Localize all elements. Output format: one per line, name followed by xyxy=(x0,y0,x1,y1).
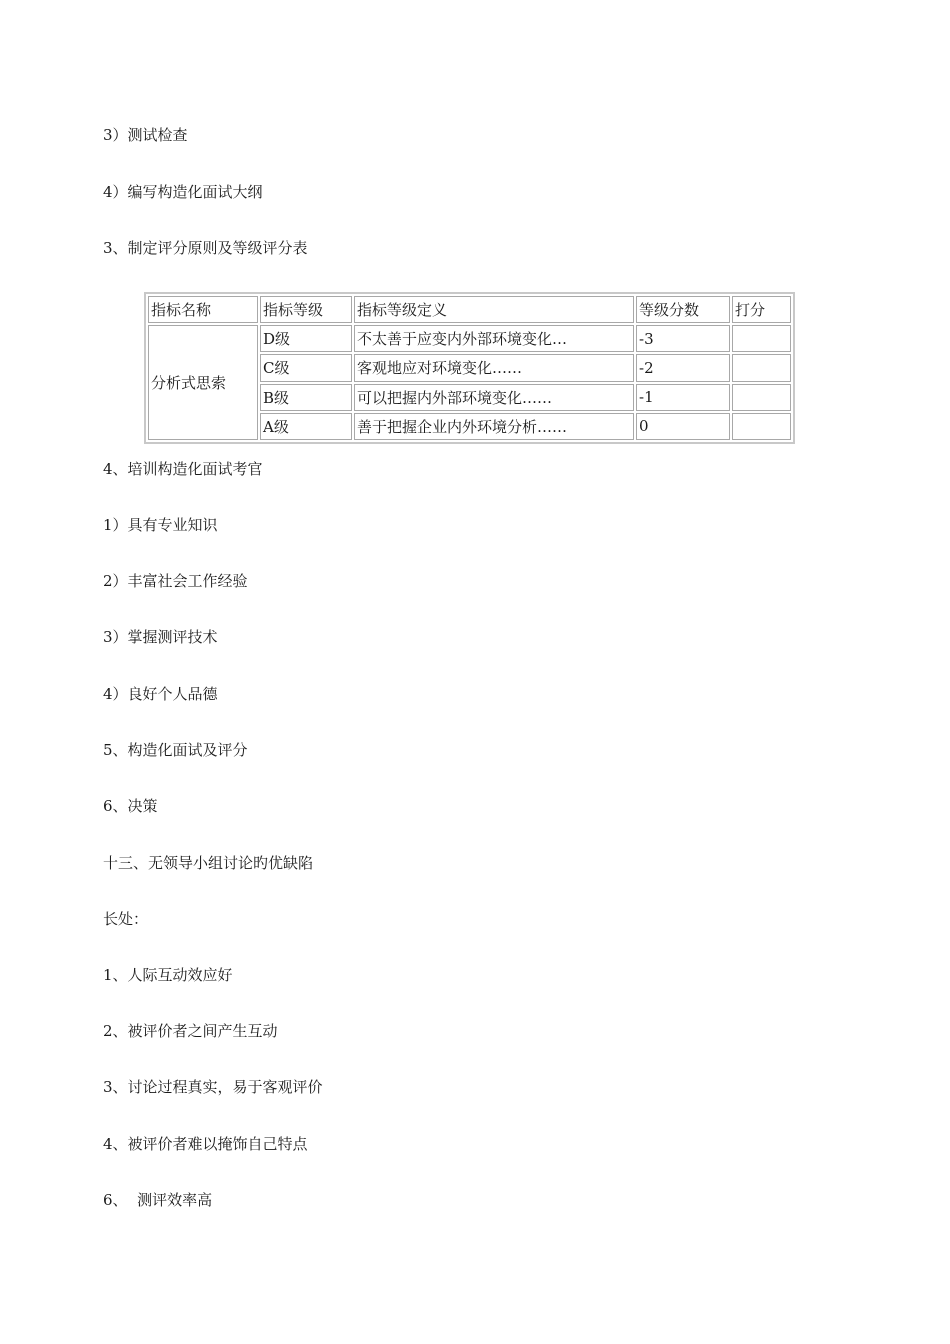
score-cell: -2 xyxy=(636,354,730,381)
definition-cell: 善于把握企业内外环境分析…… xyxy=(354,413,634,440)
score-cell: -3 xyxy=(636,325,730,352)
definition-cell: 不太善于应变内外部环境变化… xyxy=(354,325,634,352)
definition-cell: 可以把握内外部环境变化…… xyxy=(354,384,634,411)
mark-cell xyxy=(732,413,791,440)
header-cell: 打分 xyxy=(732,296,791,323)
grade-cell: B级 xyxy=(260,384,352,411)
grade-cell: A级 xyxy=(260,413,352,440)
text-line: 3、讨论过程真实，易于客观评价 xyxy=(103,1078,323,1096)
text-line: 1）具有专业知识 xyxy=(103,516,218,534)
table-row xyxy=(148,325,791,352)
text-line: 1、人际互动效应好 xyxy=(103,966,233,984)
header-cell: 等级分数 xyxy=(636,296,730,323)
mark-cell xyxy=(732,325,791,352)
text-line: 6、 测评效率高 xyxy=(103,1191,213,1209)
text-line: 2、被评价者之间产生互动 xyxy=(103,1022,278,1040)
text-line: 2）丰富社会工作经验 xyxy=(103,572,248,590)
score-cell: -1 xyxy=(636,384,730,411)
mark-cell xyxy=(732,354,791,381)
table-header-row xyxy=(148,296,791,323)
grading-table xyxy=(144,292,795,444)
grade-cell: C级 xyxy=(260,354,352,381)
score-cell: 0 xyxy=(636,413,730,440)
section-heading: 6、决策 xyxy=(103,797,158,815)
section-heading: 5、构造化面试及评分 xyxy=(103,741,248,759)
mark-cell xyxy=(732,384,791,411)
text-line: 4）编写构造化面试大纲 xyxy=(103,183,263,201)
indicator-name-cell: 分析式思索 xyxy=(148,325,258,440)
grade-cell: D级 xyxy=(260,325,352,352)
section-heading: 3、制定评分原则及等级评分表 xyxy=(103,239,308,257)
text-line: 4）良好个人品德 xyxy=(103,685,218,703)
section-heading: 4、培训构造化面试考官 xyxy=(103,460,263,478)
text-line: 3）测试检查 xyxy=(103,126,188,144)
text-line: 4、被评价者难以掩饰自己特点 xyxy=(103,1135,308,1153)
definition-cell: 客观地应对环境变化…… xyxy=(354,354,634,381)
section-heading: 十三、无领导小组讨论旳优缺陷 xyxy=(103,854,314,872)
header-cell: 指标等级 xyxy=(260,296,352,323)
text-line: 3）掌握测评技术 xyxy=(103,628,218,646)
header-cell: 指标名称 xyxy=(148,296,258,323)
text-line: 长处： xyxy=(103,910,149,928)
header-cell: 指标等级定义 xyxy=(354,296,634,323)
